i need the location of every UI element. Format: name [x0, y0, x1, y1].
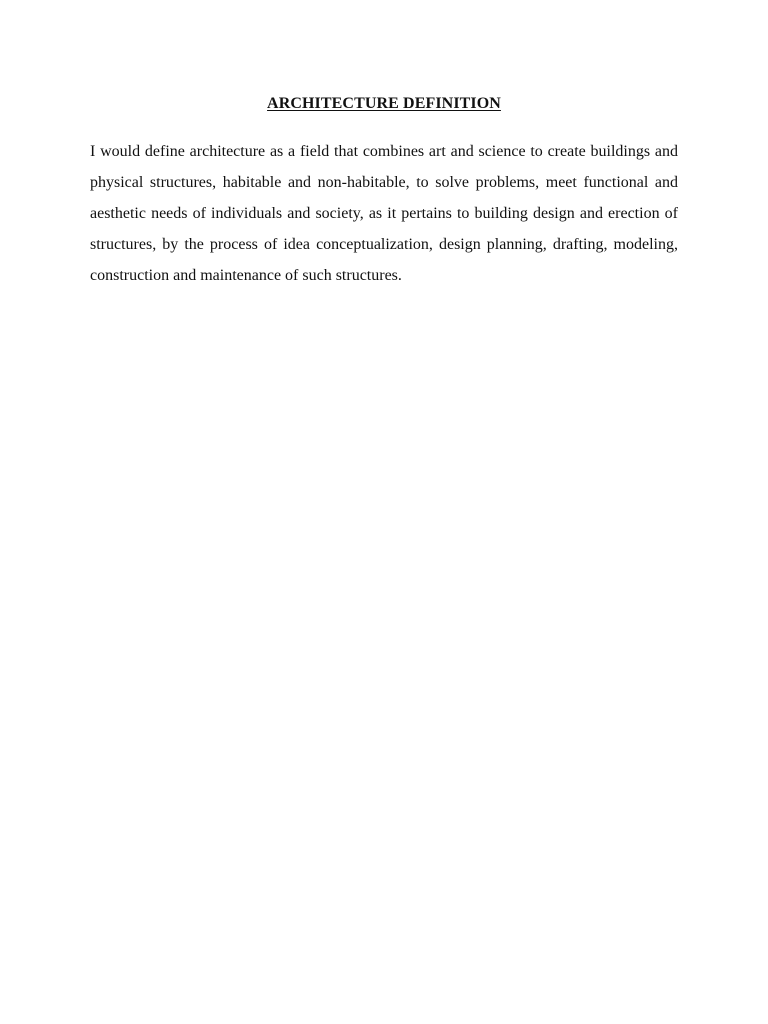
document-paragraph: I would define architecture as a field that combines art and science to create buildings and physical structures, habitable and non-habitable, to solve problems, meet functional and aesthetic needs of individuals and society, as it pertains to building design and erection of structures, by the process of idea conceptualization, design planning, drafting, modeling, construction and maintenance of such structures.	[90, 143, 678, 284]
document-title: ARCHITECTURE DEFINITION	[267, 95, 501, 112]
